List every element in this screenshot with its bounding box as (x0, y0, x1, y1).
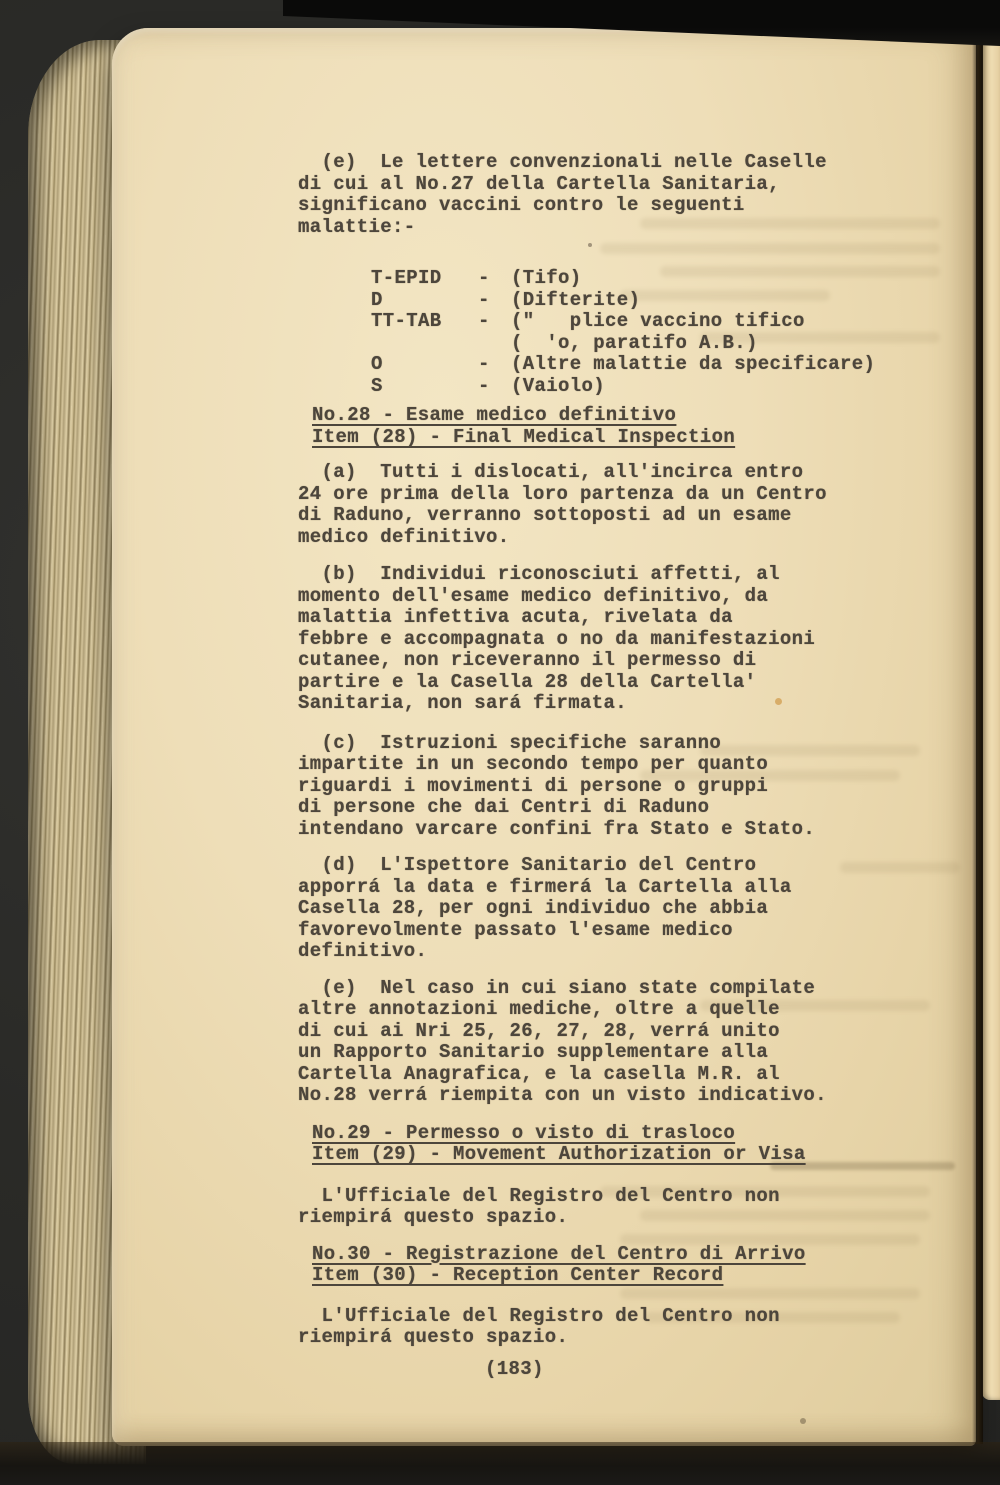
book-bottom-shadow (0, 1442, 1000, 1485)
text-line: intendano varcare confini fra Stato e Stato. (298, 817, 816, 840)
text-line: 24 ore prima della loro partenza da un Centro (298, 482, 827, 505)
text-line: malattie:- (298, 215, 416, 238)
heading-line-italian: No.29 - Permesso o visto di trasloco (312, 1121, 736, 1144)
paragraph-29 (298, 1186, 908, 1229)
text-line: cutanee, non riceveranno il permesso di (298, 649, 757, 671)
text-line: favorevolmente passato l'esame medico (298, 918, 733, 941)
paragraph-intro-vaccine-letters (298, 152, 908, 238)
dash: - (478, 288, 490, 311)
vaccine-meaning: (Tifo) (511, 267, 582, 289)
text-line: Sanitaria, non sará firmata. (298, 692, 628, 714)
vaccine-meaning: ( 'o, paratifo A.B.) (511, 331, 758, 354)
text-line: (b) Individui riconosciuti affetti, al (298, 563, 780, 585)
book-gutter-shadow (972, 30, 983, 1444)
text-line: L'Ufficiale del Registro del Centro non (298, 1184, 780, 1207)
vaccine-code-row (298, 268, 908, 290)
text-line: un Rapporto Sanitario supplementare alla (298, 1041, 769, 1063)
vaccine-meaning: (" plice vaccino tifico (511, 310, 805, 332)
dash: - (478, 374, 490, 397)
vaccine-code: D (371, 288, 383, 311)
text-line: altre annotazioni mediche, oltre a quelle (298, 998, 780, 1020)
vaccine-code: TT-TAB (371, 310, 442, 332)
text-line: medico definitivo. (298, 525, 510, 548)
section-heading-no29 (312, 1123, 908, 1166)
text-line: (c) Istruzioni specifiche saranno (298, 731, 722, 754)
paragraph-28b (298, 564, 908, 715)
text-line: momento dell'esame medico definitivo, da (298, 584, 769, 607)
page-number: (183) (485, 1357, 544, 1380)
heading-line-italian: No.30 - Registrazione del Centro di Arrivo (312, 1242, 806, 1265)
text-line: di cui al No.27 della Cartella Sanitaria, (298, 172, 780, 195)
text-line: febbre e accompagnata o no da manifestazioni (298, 627, 816, 650)
dash: - (478, 267, 490, 289)
text-line: di Raduno, verranno sottoposti ad un esame (298, 504, 792, 526)
heading-line-english: Item (30) - Reception Center Record (312, 1264, 724, 1286)
heading-line-italian: No.28 - Esame medico definitivo (312, 404, 677, 426)
text-line: impartite in un secondo tempo per quanto (298, 753, 769, 775)
text-line: (e) Nel caso in cui siano state compilate (298, 976, 816, 999)
text-line: (a) Tutti i dislocati, all'incirca entro (298, 461, 804, 483)
section-heading-no30 (312, 1244, 908, 1287)
vaccine-code-row (298, 354, 908, 376)
vaccine-meaning: (Difterite) (511, 288, 641, 311)
vaccine-code: S (371, 374, 383, 397)
vaccine-code-row (298, 311, 908, 333)
text-line: partire e la Casella 28 della Cartella' (298, 670, 757, 693)
page-text-column (298, 152, 908, 1380)
paragraph-28a (298, 462, 908, 548)
paragraph-28d (298, 855, 908, 963)
text-line: di cui ai Nri 25, 26, 27, 28, verrá unito (298, 1019, 780, 1042)
vaccine-meaning: (Vaiolo) (511, 374, 606, 397)
dash: - (478, 353, 490, 375)
vaccine-code: T-EPID (371, 267, 442, 289)
facing-page-strip (982, 34, 1000, 1400)
text-line: Cartella Anagrafica, e la casella M.R. al (298, 1062, 780, 1085)
text-line: malattia infettiva acuta, rivelata da (298, 606, 733, 628)
paragraph-28e (298, 978, 908, 1107)
text-line: riempirá questo spazio. (298, 1326, 569, 1348)
text-line: L'Ufficiale del Registro del Centro non (298, 1304, 780, 1327)
paper-speck (800, 1418, 806, 1424)
section-heading-no28 (312, 405, 908, 448)
text-line: definitivo. (298, 940, 428, 962)
vaccine-meaning: (Altre malattie da specificare) (511, 353, 876, 375)
text-line: Casella 28, per ogni individuo che abbia (298, 897, 769, 919)
text-line: riempirá questo spazio. (298, 1206, 569, 1228)
text-line: (e) Le lettere convenzionali nelle Caselle (298, 151, 827, 173)
vaccine-code-row (298, 333, 908, 355)
text-line: No.28 verrá riempita con un visto indicativo. (298, 1084, 827, 1106)
text-line: significano vaccini contro le seguenti (298, 194, 745, 216)
vaccine-code: O (371, 353, 383, 375)
text-line: di persone che dai Centri di Raduno (298, 796, 710, 818)
paragraph-30 (298, 1306, 908, 1349)
vaccine-code-row (298, 290, 908, 312)
text-line: riguardi i movimenti di persone o gruppi (298, 774, 769, 797)
paragraph-28c (298, 733, 908, 841)
heading-line-english: Item (29) - Movement Authorization or Visa (312, 1143, 806, 1165)
dash: - (478, 310, 490, 332)
text-line: apporrá la data e firmerá la Cartella alla (298, 875, 792, 898)
text-line: (d) L'Ispettore Sanitario del Centro (298, 854, 757, 876)
vaccine-code-row (298, 376, 908, 398)
heading-line-english: Item (28) - Final Medical Inspection (312, 425, 736, 448)
vaccine-code-list (298, 268, 908, 397)
